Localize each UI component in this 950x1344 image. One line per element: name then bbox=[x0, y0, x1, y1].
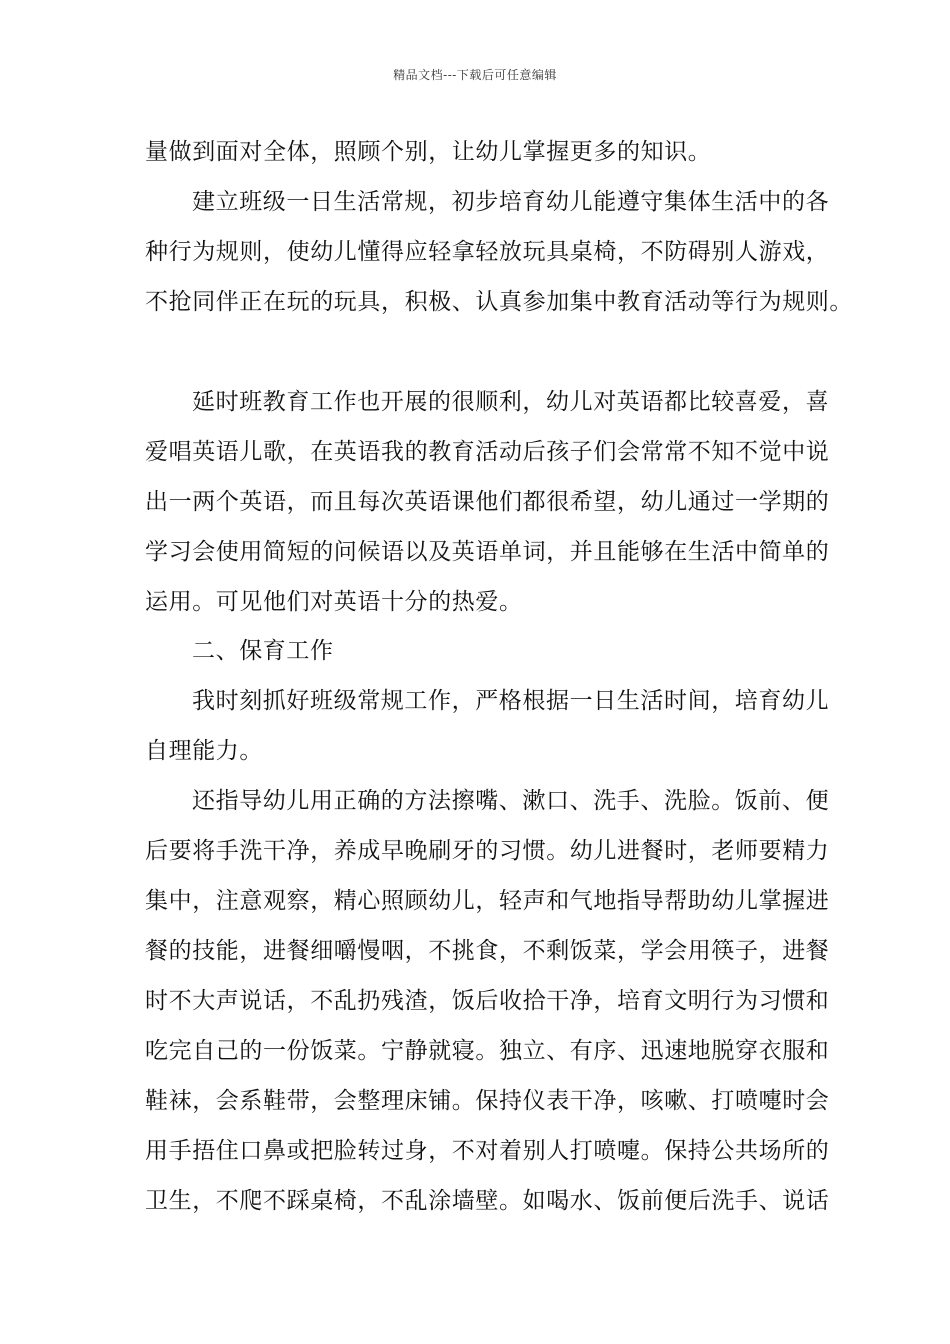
text-line: 种行为规则，使幼儿懂得应轻拿轻放玩具桌椅，不防碍别人游戏， bbox=[145, 239, 830, 265]
text-line: 量做到面对全体，照顾个别，让幼儿掌握更多的知识。 bbox=[145, 139, 712, 165]
text-line: 吃完自己的一份饭菜。宁静就寝。独立、有序、迅速地脱穿衣服和 bbox=[145, 1038, 830, 1064]
section-heading: 二、保育工作 bbox=[192, 638, 334, 664]
text-line: 我时刻抓好班级常规工作，严格根据一日生活时间，培育幼儿 bbox=[192, 688, 830, 714]
text-line: 还指导幼儿用正确的方法擦嘴、漱口、洗手、洗脸。饭前、便 bbox=[192, 788, 830, 814]
text-line: 集中，注意观察，精心照顾幼儿，轻声和气地指导帮助幼儿掌握进 bbox=[145, 888, 830, 914]
text-line: 自理能力。 bbox=[145, 738, 263, 764]
text-line: 用手捂住口鼻或把脸转过身，不对着别人打喷嚏。保持公共场所的 bbox=[145, 1138, 830, 1164]
text-line: 卫生，不爬不踩桌椅，不乱涂墙壁。如喝水、饭前便后洗手、说话 bbox=[145, 1188, 830, 1214]
text-line: 出一两个英语，而且每次英语课他们都很希望，幼儿通过一学期的 bbox=[145, 489, 830, 515]
text-line: 后要将手洗干净，养成早晚刷牙的习惯。幼儿进餐时，老师要精力 bbox=[145, 838, 830, 864]
page-header: 精品文档---下载后可任意编辑 bbox=[393, 68, 557, 82]
text-line: 爱唱英语儿歌，在英语我的教育活动后孩子们会常常不知不觉中说 bbox=[145, 439, 830, 465]
text-line: 时不大声说话，不乱扔残渣，饭后收拾干净，培育文明行为习惯和 bbox=[145, 988, 830, 1014]
text-line: 延时班教育工作也开展的很顺利，幼儿对英语都比较喜爱，喜 bbox=[192, 389, 830, 415]
text-line: 建立班级一日生活常规，初步培育幼儿能遵守集体生活中的各 bbox=[192, 189, 830, 215]
text-line: 学习会使用简短的问候语以及英语单词，并且能够在生活中简单的 bbox=[145, 539, 830, 565]
text-line: 餐的技能，进餐细嚼慢咽，不挑食，不剩饭菜，学会用筷子，进餐 bbox=[145, 938, 830, 964]
text-line: 运用。可见他们对英语十分的热爱。 bbox=[145, 589, 523, 615]
text-line: 鞋袜，会系鞋带，会整理床铺。保持仪表干净，咳嗽、打喷嚏时会 bbox=[145, 1088, 830, 1114]
text-line: 不抢同伴正在玩的玩具，积极、认真参加集中教育活动等行为规则。 bbox=[145, 289, 853, 315]
